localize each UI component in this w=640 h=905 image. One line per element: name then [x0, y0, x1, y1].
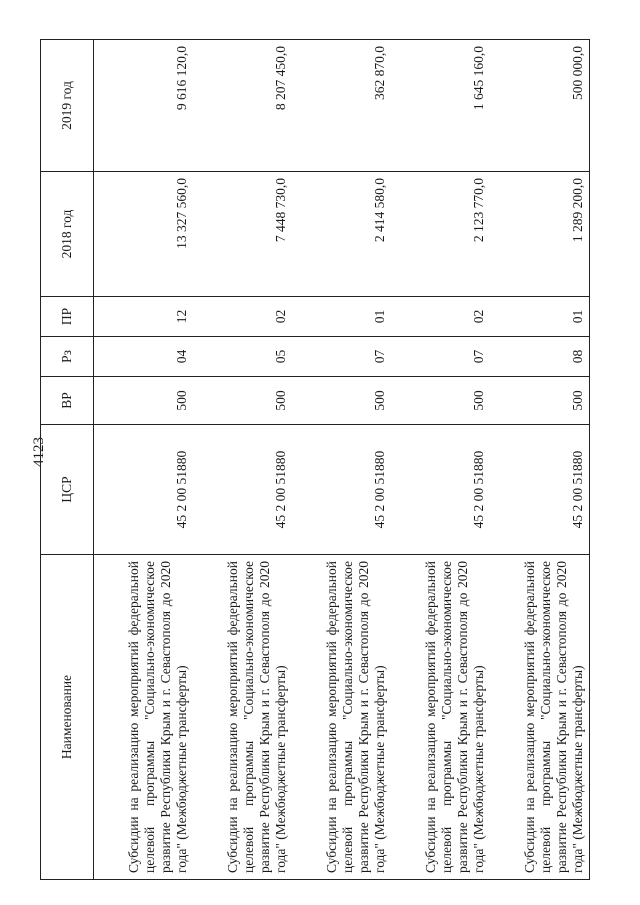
row-name: Субсидии на реализацию мероприятий федеральной целевой программы "Социально-экономическое развитие Республики Крым и г. Севастополя до 2020 года" (Межбюджетные трансферты): [94, 555, 194, 880]
header-2019: 2019 год: [41, 40, 94, 172]
row-name: Субсидии на реализацию мероприятий федеральной целевой программы "Социально-экономическое развитие Республики Крым и г. Севастополя до 2020 года" (Межбюджетные трансферты): [391, 555, 490, 880]
row-name: Субсидии на реализацию мероприятий федеральной целевой программы "Социально-экономическое развитие Республики Крым и г. Севастополя до 2020 года" (Межбюджетные трансферты): [292, 555, 391, 880]
row-2018: 7 448 730,0: [193, 172, 292, 297]
row-csr: 45 2 00 51880: [292, 425, 391, 555]
header-2018: 2018 год: [41, 172, 94, 297]
table-row: [193, 40, 292, 880]
row-2019: 1 645 160,0: [391, 40, 490, 172]
row-vr: 500: [292, 377, 391, 425]
header-name: Наименование: [41, 555, 94, 880]
row-2018: 2 123 770,0: [391, 172, 490, 297]
row-pr: 02: [193, 297, 292, 337]
row-2019: 9 616 120,0: [94, 40, 194, 172]
header-vr: ВР: [41, 377, 94, 425]
row-2018: 2 414 580,0: [292, 172, 391, 297]
table-row: [391, 40, 490, 880]
row-csr: 45 2 00 51880: [94, 425, 194, 555]
row-csr: 45 2 00 51880: [490, 425, 590, 555]
row-rz: 04: [94, 337, 194, 377]
header-pr: ПР: [41, 297, 94, 337]
row-rz: 07: [391, 337, 490, 377]
row-name: Субсидии на реализацию мероприятий федеральной целевой программы "Социально-экономическое развитие Республики Крым и г. Севастополя до 2020 года" (Межбюджетные трансферты): [490, 555, 590, 880]
budget-table: [40, 39, 590, 880]
header-rz: Рз: [41, 337, 94, 377]
row-2019: 500 000,0: [490, 40, 590, 172]
row-2019: 362 870,0: [292, 40, 391, 172]
row-2018: 13 327 560,0: [94, 172, 194, 297]
row-csr: 45 2 00 51880: [193, 425, 292, 555]
row-rz: 08: [490, 337, 590, 377]
row-rz: 07: [292, 337, 391, 377]
row-2018: 1 289 200,0: [490, 172, 590, 297]
row-pr: 01: [292, 297, 391, 337]
header-csr: ЦСР: [41, 425, 94, 555]
table-row: [490, 40, 590, 880]
row-vr: 500: [391, 377, 490, 425]
row-vr: 500: [193, 377, 292, 425]
row-csr: 45 2 00 51880: [391, 425, 490, 555]
table-row: [94, 40, 194, 880]
page-number: 4123: [31, 437, 47, 467]
row-name: Субсидии на реализацию мероприятий федеральной целевой программы "Социально-экономическое развитие Республики Крым и г. Севастополя до 2020 года" (Межбюджетные трансферты): [193, 555, 292, 880]
row-2019: 8 207 450,0: [193, 40, 292, 172]
budget-table-container: [40, 40, 610, 880]
row-vr: 500: [490, 377, 590, 425]
row-rz: 05: [193, 337, 292, 377]
row-vr: 500: [94, 377, 194, 425]
row-pr: 02: [391, 297, 490, 337]
table-header-row: [41, 40, 94, 880]
table-row: [292, 40, 391, 880]
row-pr: 01: [490, 297, 590, 337]
row-pr: 12: [94, 297, 194, 337]
